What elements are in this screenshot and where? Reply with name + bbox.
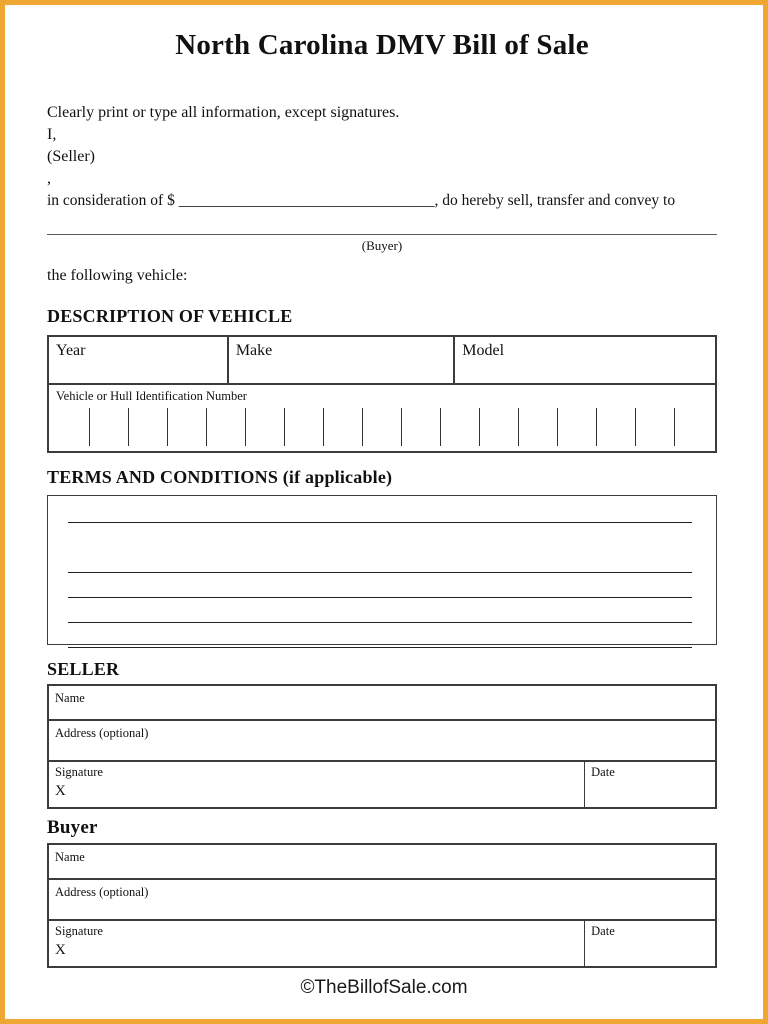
model-field[interactable]: Model bbox=[462, 342, 505, 359]
description-of-vehicle-heading: DESCRIPTION OF VEHICLE bbox=[47, 306, 293, 326]
seller-name-label: Name bbox=[55, 691, 85, 705]
buyer-address-label: Address (optional) bbox=[55, 885, 149, 899]
buyer-caption: (Buyer) bbox=[361, 238, 403, 253]
buyer-signature-row bbox=[49, 921, 715, 966]
buyer-date-label: Date bbox=[591, 924, 615, 938]
consideration-prefix: in consideration of $ bbox=[47, 192, 179, 209]
seller-date-label: Date bbox=[591, 765, 615, 779]
footer-watermark: ©TheBillofSale.com bbox=[300, 977, 468, 998]
seller-date-field[interactable] bbox=[585, 762, 715, 807]
vehicle-header-row bbox=[49, 337, 715, 385]
vin-field[interactable] bbox=[49, 385, 715, 451]
terms-heading: TERMS AND CONDITIONS (if applicable) bbox=[47, 467, 393, 487]
vehicle-table bbox=[47, 335, 717, 453]
buyer-signature-label: Signature bbox=[55, 924, 103, 938]
consideration-line bbox=[47, 190, 717, 212]
buyer-name-field[interactable] bbox=[49, 845, 715, 880]
buyer-date-field[interactable] bbox=[585, 921, 715, 966]
buyer-signature-field[interactable] bbox=[49, 921, 585, 966]
make-field[interactable]: Make bbox=[229, 337, 455, 383]
seller-table bbox=[47, 684, 717, 809]
buyer-heading: Buyer bbox=[47, 817, 98, 838]
page-title: North Carolina DMV Bill of Sale bbox=[175, 29, 589, 61]
seller-heading: SELLER bbox=[47, 659, 120, 679]
seller-signature-label: Signature bbox=[55, 765, 103, 779]
following-vehicle-text: the following vehicle: bbox=[47, 267, 188, 284]
buyer-name-blank-line[interactable] bbox=[47, 234, 717, 235]
intro-block bbox=[47, 102, 717, 212]
comma-line: , bbox=[47, 170, 51, 187]
terms-writing-area[interactable] bbox=[47, 495, 717, 645]
seller-signature-row bbox=[49, 762, 715, 807]
consideration-suffix: , do hereby sell, transfer and convey to bbox=[434, 192, 676, 209]
seller-address-label: Address (optional) bbox=[55, 726, 149, 740]
seller-signature-x: X bbox=[55, 783, 66, 799]
buyer-name-label: Name bbox=[55, 850, 85, 864]
seller-caption: (Seller) bbox=[47, 148, 95, 165]
seller-address-field[interactable] bbox=[49, 721, 715, 762]
seller-signature-field[interactable] bbox=[49, 762, 585, 807]
vin-character-cells[interactable] bbox=[51, 408, 713, 446]
year-field[interactable]: Year bbox=[49, 337, 229, 383]
instruction-text: Clearly print or type all information, except signatures. bbox=[47, 104, 400, 121]
i-line: I, bbox=[47, 126, 57, 143]
buyer-signature-x: X bbox=[55, 942, 66, 958]
consideration-amount-blank[interactable]: _________________________________ bbox=[178, 192, 435, 209]
seller-name-field[interactable] bbox=[49, 686, 715, 721]
buyer-table bbox=[47, 843, 717, 968]
vin-label: Vehicle or Hull Identification Number bbox=[56, 389, 247, 403]
buyer-address-field[interactable] bbox=[49, 880, 715, 921]
